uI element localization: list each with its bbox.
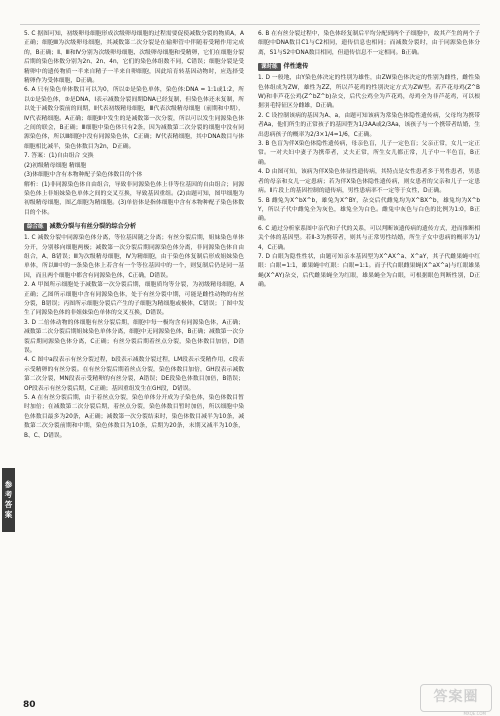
answer-paragraph: (3)体细胞中含有本物种配子染色体数目的个体 xyxy=(24,172,143,179)
section-header-left xyxy=(24,221,244,232)
answer-paragraph: 4. D 由图可知，该病为伴X染色体显性遗传病，其特点是女性患者多于男性患者，男患者的母亲和女儿一定患病；若为伴X染色体隐性遗传病，则女患者的父亲和儿子一定患病。Ⅱ片段上的基因控制的遗传病，男性患病率不一定等于女性，D正确。 xyxy=(258,169,480,195)
answer-paragraph: 5. C 据图可知，初级卵母细胞形成次级卵母细胞的过程需要促使减数分裂的物质A，A正确；细胞Ⅲ为次级卵母细胞，其减数第二次分裂是在输卵管中伴随着受精作用完成的，B正确；Ⅱ、Ⅲ和Ⅳ分别为次级卵母细胞、次级卵母细胞和受精卵，它们在细胞分裂后期的染色体数分别为2n、2n、4n，它们的染色体组数不同，C错误；细胞分裂是受精卵中的遗传物质一半来自精子一半来自卵细胞，因此培育转基因动物时，应选择受精卵作为受体细胞，D正确。 xyxy=(24,31,244,85)
section-title: 伴性遗传 xyxy=(283,63,309,71)
answer-paragraph: 3. D 二倍体动物的体细胞有丝分裂后期，细胞中每一极均含有同源染色体，A正确；减数第二次分裂后期姐妹染色单体分离，细胞中无同源染色体，B正确；减数第一次分裂后期同源染色体分离，C正确；有丝分裂后期着丝点分裂，染色体数目加倍，D错误。 xyxy=(24,319,244,354)
answer-paragraph: 6. B 在有丝分裂过程中，染色体经复制后平均分配到两个子细胞中，故其产生的两个子细胞中DNA数目C1与C2相同，遗传信息也相同；而减数分裂时，由于同源染色体分离，S1与S2中DNA数目相同，但遗传信息不一定相同。B正确。 xyxy=(258,31,480,56)
answer-paragraph: 解析：(1)非同源染色体自由组合，导致非同源染色体上非等位基因的自由组合；同源染色体上非姐妹染色单体之间的交叉互换，导致基因重组。(2)由题可知，图甲细胞为初级精母细胞，图乙细胞为精细胞。(3)单倍体是指体细胞中含有本物种配子染色体数目的个体。 xyxy=(24,181,244,216)
answer-paragraph: 7. D 白眼为隐性性状，由题可知亲本基因型为X^AX^a、X^aY，其子代雌果蝇中红眼：白眼=1:1，雄果蝇中红眼：白眼=1:1。而子代白眼雌果蝇(X^aX^a)与红眼雄果蝇(X^AY)杂交，后代雌果蝇全为红眼，雄果蝇全为白眼，可根据眼色判断性别，D正确。 xyxy=(258,253,480,289)
answer-paragraph: 5. A 在有丝分裂后期，由于着丝点分裂，染色单体分开成为子染色体，染色体数目暂时加倍；在减数第二次分裂后期，着丝点分裂，染色体数目暂时加倍，所以细胞中染色体数目最多为20条，A正确；减数第一次分裂结束时，染色体数目减半为10条，减数第二次分裂前期和中期，染色体数目为10条，后期为20条，末期又减半为10条，B、C、D错误。 xyxy=(24,395,244,439)
answer-paragraph: 7. 答案：(1)自由组合 交换 xyxy=(24,153,94,160)
side-tab-char: 答 xyxy=(4,500,13,509)
top-rule xyxy=(20,24,480,25)
watermark-url: MXQE.COM xyxy=(463,711,486,716)
answer-paragraph: (2)初级精母细胞 精细胞 xyxy=(24,162,87,169)
section-header-right xyxy=(258,61,480,72)
answer-paragraph: 2. A 甲图所示细胞处于减数第一次分裂后期，细胞质均等分裂，为初级精母细胞，A正确；乙图所示细胞中含有同源染色体，处于有丝分裂中期，可能是雌性动物的有丝分裂，B错误；丙图所示细胞分裂后产生的子细胞为精细胞或极体，C错误；丁图中发生了同源染色体的非姐妹染色单体的交叉互换，D错误。 xyxy=(24,282,244,317)
section-title: 减数分裂与有丝分裂的综合分析 xyxy=(49,222,137,230)
answer-paragraph: 6. C 通过分析家系图中亲代和子代的关系，可以判断该遗传病的遗传方式，进而推断相关个体的基因型。若Ⅱ-3为携带者，则其与正常男性结婚，所生子女中患病的概率为1/4，C正确。 xyxy=(258,225,480,251)
answer-paragraph: 6. A 只有染色单体数目可以为0，所以②是染色单体，染色体:DNA = 1:1或1:2，所以①是染色体，③是DNA，Ⅰ表示减数分裂间期DNA已经复制，但染色体还未复制，所以处于减数分裂前的间期，Ⅱ代表初级精母细胞，Ⅲ代表次级精母细胞（前期和中期），Ⅳ代表精细胞。A正确；细胞Ⅱ中发生的是减数第一次分裂，所以可以发生同源染色体之间的联会，B正确；Ⅲ细胞中染色体只有2条，因为减数第二次分裂的细胞中没有同源染色体，所以Ⅲ细胞中没有同源染色体，C正确；Ⅳ代表精细胞，其中DNA数目与体细胞相比减半，染色体数目为2n，D正确。 xyxy=(24,87,244,150)
answer-paragraph: 5. B 雌兔为X^bX^b，雄兔为X^BY，杂交后代雌兔均为X^BX^b，雄兔均为X^bY，所以子代中雌兔全为灰色，雄兔全为白色。雌兔中灰色与白色的比例为1:0，B正确。 xyxy=(258,197,480,223)
answer-paragraph: 4. C 图中a段表示有丝分裂过程，b段表示减数分裂过程，LM段表示受精作用，c段表示受精卵的有丝分裂。在有丝分裂后期着丝点分裂，染色体数目加倍，GH段表示减数第二次分裂，MN段表示受精卵的有丝分裂，A错误；DE段染色体数目加倍，B错误；OP段表示有丝分裂后期，C正确；基因重组发生在GH段，D错误。 xyxy=(24,357,244,392)
side-tab-char: 参 xyxy=(4,480,13,489)
side-tab-char: 案 xyxy=(4,510,13,519)
left-column xyxy=(24,30,244,441)
section-tag: 综合练 xyxy=(24,223,47,231)
answer-paragraph: 3. B 色盲为伴X染色体隐性遗传病，母亲色盲，儿子一定色盲；父亲正常，女儿一定正常。一对夫妇中妻子为携带者，丈夫正常，所生女儿都正常，儿子中一半色盲，B正确。 xyxy=(258,141,480,166)
answer-paragraph: 1. D 一般地，由Y染色体决定的性别为雄性，由ZW染色体决定的性别为雌性，雌性染色体组成为ZW，雄性为ZZ，所以芦花鸡的性别决定方式为ZW型。若芦花母鸡(Z^BW)和非芦花公鸡(Z^bZ^b)杂交，后代公鸡全为芦花鸡，母鸡全为非芦花鸡，可以根据羽毛特征区分雌雄，D正确。 xyxy=(258,75,480,110)
answer-paragraph: 2. C 设控制该病的基因为A、a，由题可知该病为常染色体隐性遗传病，父母均为携带者Aa，他们所生的正常孩子的基因型为1/3AA或2/3Aa，该孩子与一个携带者结婚，生出患病孩子的概率为2/3×1/4=1/6，C正确。 xyxy=(258,112,480,138)
section-tag: 课时练 xyxy=(258,63,281,71)
side-tab-reference-answers xyxy=(2,468,15,532)
right-column xyxy=(258,30,480,291)
watermark-logo: 答案圈 xyxy=(420,684,492,712)
side-tab-char: 考 xyxy=(4,490,13,499)
page-number: 80 xyxy=(23,700,36,710)
answer-paragraph: 1. C 减数分裂中同源染色体分离，等位基因随之分离；有丝分裂后期，姐妹染色单体分开，分别移向细胞两极；减数第一次分裂后期同源染色体分离，非同源染色体自由组合，A、B错误；Ⅲ为次级精母细胞，Ⅳ为精细胞，由于染色体复制后形成姐妹染色单体，所以Ⅲ中的一条染色体上若含有一个等位基因中的一个，则复制后仍是同一基因，而且两个细胞中都含有同源染色体，C正确，D错误。 xyxy=(24,235,244,279)
